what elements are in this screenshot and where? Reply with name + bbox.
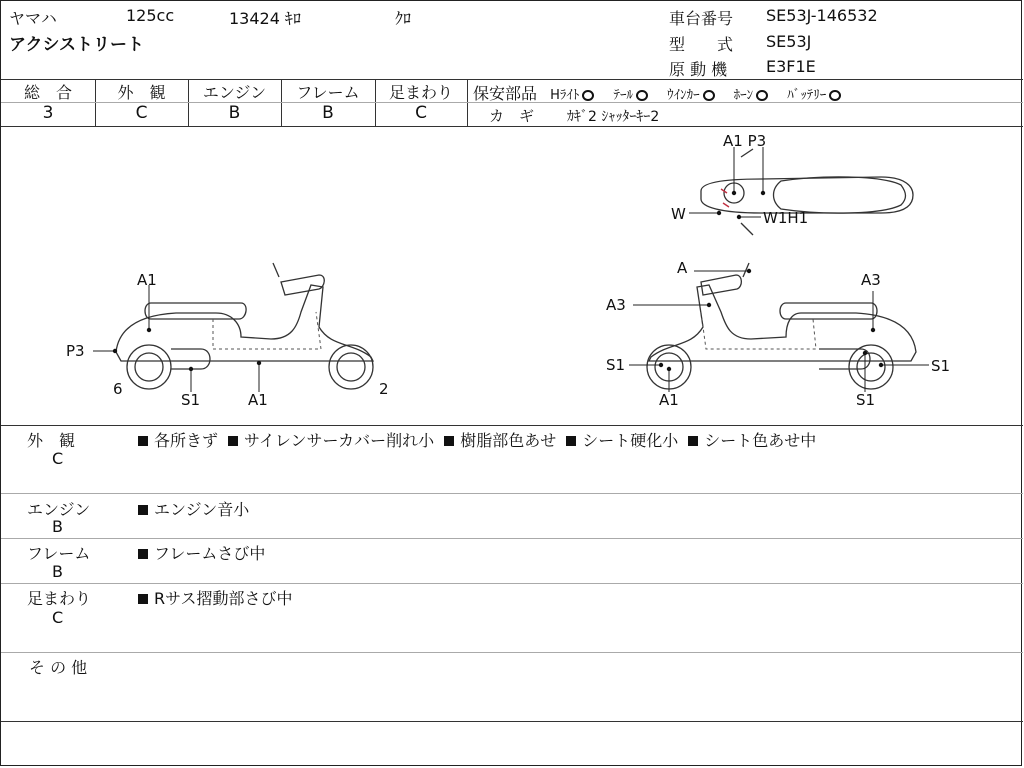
engine-label: 原 動 機 xyxy=(669,60,728,79)
scooter-left-view xyxy=(93,263,373,392)
model-name: アクシストリート xyxy=(9,35,144,55)
grade-engine-label: エンジン xyxy=(202,83,267,102)
defect-item: Rサス摺動部さび中 xyxy=(138,589,292,608)
ok-circle-icon xyxy=(829,90,841,101)
grade-total-value: 3 xyxy=(42,103,54,123)
section-exterior-title: 外 観 xyxy=(27,431,76,450)
label-s1-bottom: S1 xyxy=(856,391,876,409)
defect-item: 各所きず xyxy=(138,431,218,450)
bullet-icon xyxy=(138,436,148,446)
section-engine-title: エンジン xyxy=(27,500,91,519)
key-value: ｶｷﾞ2 ｼｬｯﾀｰｷｰ2 xyxy=(567,109,660,125)
label-p3: P3 xyxy=(66,342,85,360)
label-a3: A3 xyxy=(606,296,626,314)
section-exterior-items xyxy=(138,428,826,451)
section-suspension-grade: C xyxy=(52,608,64,627)
key-label: カ ギ xyxy=(489,107,535,125)
defect-item: フレームさび中 xyxy=(138,544,265,563)
label-a1: A1 xyxy=(137,271,157,289)
defect-item: シート色あせ中 xyxy=(688,431,816,450)
bullet-icon xyxy=(688,436,698,446)
ok-circle-icon xyxy=(703,90,715,101)
label-a1p3: A1 P3 xyxy=(723,132,767,150)
ok-circle-icon xyxy=(756,90,768,101)
section-exterior-grade: C xyxy=(52,449,64,468)
label-s1-right: S1 xyxy=(931,357,951,375)
section-frame-title: フレーム xyxy=(27,544,91,563)
defect-item: サイレンサーカバー削れ小 xyxy=(228,431,434,450)
grade-engine-value: B xyxy=(228,103,241,123)
defect-item: エンジン音小 xyxy=(138,500,249,519)
label-s1: S1 xyxy=(181,391,201,409)
type-value: SE53J xyxy=(766,32,812,51)
bullet-icon xyxy=(138,594,148,604)
type-label: 型 式 xyxy=(669,35,734,54)
grade-suspension-value: C xyxy=(415,103,427,123)
scooter-right-view xyxy=(629,263,929,392)
label-six: 6 xyxy=(113,380,123,398)
safety-item: ﾊﾞｯﾃﾘｰ xyxy=(787,88,841,103)
defect-item: シート硬化小 xyxy=(566,431,678,450)
section-frame-items xyxy=(138,541,275,564)
section-suspension-title: 足まわり xyxy=(27,589,92,608)
displacement: 125cc xyxy=(126,6,175,25)
label-a3-right: A3 xyxy=(861,271,881,289)
section-suspension-items xyxy=(138,586,302,609)
label-a: A xyxy=(677,259,688,277)
section-frame-grade: B xyxy=(52,562,63,581)
bullet-icon xyxy=(138,549,148,559)
label-a1-right: A1 xyxy=(659,391,679,409)
frame-no-label: 車台番号 xyxy=(669,9,734,28)
frame-no: SE53J-146532 xyxy=(766,6,878,25)
section-engine-items xyxy=(138,497,259,520)
grade-frame-label: フレーム xyxy=(296,83,360,102)
engine-value: E3F1E xyxy=(766,57,816,76)
safety-item: ﾃｰﾙ xyxy=(613,88,648,103)
label-s1-left: S1 xyxy=(606,356,626,374)
bullet-icon xyxy=(228,436,238,446)
grade-exterior-value: C xyxy=(135,103,148,123)
mileage: 13424 ｷﾛ xyxy=(229,9,301,28)
defect-item: 樹脂部色あせ xyxy=(444,431,556,450)
bullet-icon xyxy=(444,436,454,446)
safety-item: Hﾗｲﾄ xyxy=(550,88,594,103)
maker: ヤマハ xyxy=(9,9,57,28)
bullet-icon xyxy=(566,436,576,446)
grade-suspension-label: 足まわり xyxy=(388,83,453,102)
grade-exterior-label: 外 観 xyxy=(117,83,166,102)
label-w: W xyxy=(671,205,686,223)
label-w1h1: W1H1 xyxy=(763,209,809,227)
color: ｸﾛ xyxy=(395,9,412,28)
safety-row xyxy=(473,81,841,104)
label-two: 2 xyxy=(379,380,389,398)
ok-circle-icon xyxy=(636,90,648,101)
safety-item: ｳｲﾝｶｰ xyxy=(667,88,715,103)
ok-circle-icon xyxy=(582,90,594,101)
safety-label: 保安部品 xyxy=(473,84,538,103)
grade-total-label: 総 合 xyxy=(23,83,72,102)
bullet-icon xyxy=(138,505,148,515)
section-engine-grade: B xyxy=(52,517,63,536)
section-other-title: そ の 他 xyxy=(29,658,88,677)
grade-frame-value: B xyxy=(322,103,334,123)
safety-item: ﾎｰﾝ xyxy=(734,88,769,103)
label-a1-bottom: A1 xyxy=(248,391,268,409)
